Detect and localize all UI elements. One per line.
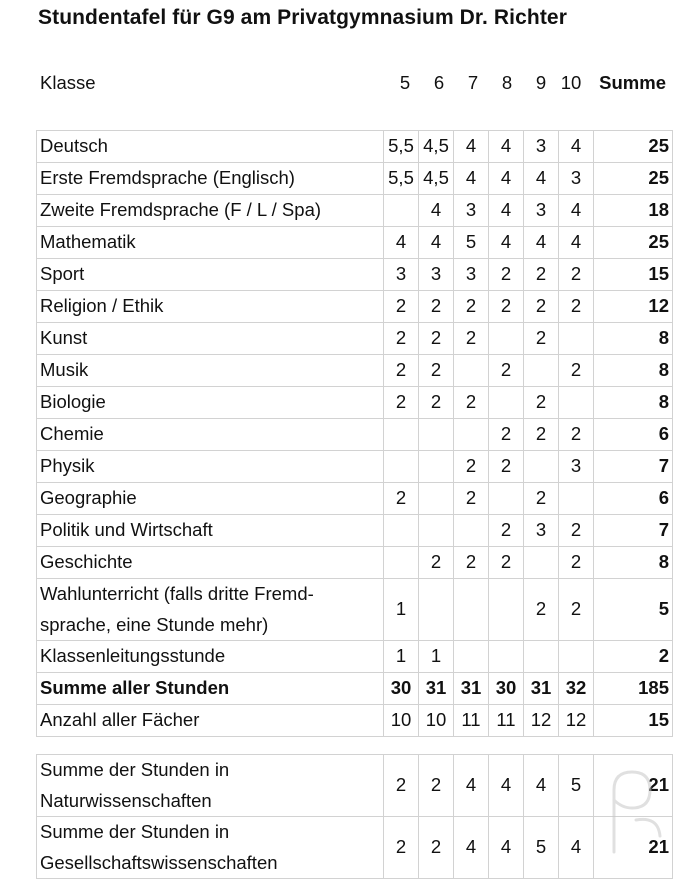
subject-cell: Summe der Stunden in Gesellschaftswissenschaften (37, 817, 384, 879)
hours-cell: 4 (454, 163, 489, 195)
hours-cell: 2 (489, 419, 524, 451)
sum-cell: 12 (594, 291, 673, 323)
hours-cell: 30 (489, 673, 524, 705)
hours-cell: 2 (524, 579, 559, 641)
hours-cell (454, 515, 489, 547)
sum-cell: 8 (594, 547, 673, 579)
table-row (37, 227, 673, 259)
header-sum: Summe (599, 72, 666, 93)
hours-cell: 2 (384, 817, 419, 879)
hours-cell: 3 (559, 451, 594, 483)
hours-cell (559, 483, 594, 515)
hours-cell: 3 (524, 195, 559, 227)
hours-cell: 4 (524, 755, 559, 817)
hours-cell (489, 483, 524, 515)
hours-cell: 4 (419, 195, 454, 227)
hours-cell: 2 (454, 547, 489, 579)
hours-cell: 2 (524, 291, 559, 323)
hours-cell (419, 515, 454, 547)
hours-cell: 4 (454, 817, 489, 879)
hours-cell: 2 (489, 355, 524, 387)
subject-cell: Summe der Stunden in Naturwissenschaften (37, 755, 384, 817)
hours-cell: 4 (384, 227, 419, 259)
subject-cell: Kunst (37, 323, 384, 355)
hours-cell: 4 (559, 195, 594, 227)
hours-cell: 5 (559, 755, 594, 817)
hours-cell: 2 (524, 387, 559, 419)
sum-cell: 2 (594, 641, 673, 673)
sum-cell: 21 (594, 817, 673, 879)
header-grade: 6 (433, 72, 445, 93)
hours-cell: 4 (454, 755, 489, 817)
table-row (37, 291, 673, 323)
hours-cell: 2 (384, 291, 419, 323)
hours-cell: 2 (454, 451, 489, 483)
subject-cell: Musik (37, 355, 384, 387)
hours-cell: 3 (454, 195, 489, 227)
subject-cell: Religion / Ethik (37, 291, 384, 323)
header-grade: 5 (399, 72, 411, 93)
hours-cell: 2 (489, 291, 524, 323)
sum-cell: 21 (594, 755, 673, 817)
hours-cell (384, 195, 419, 227)
subject-cell: Chemie (37, 419, 384, 451)
subject-cell: Zweite Fremdsprache (F / L / Spa) (37, 195, 384, 227)
hours-cell: 4 (524, 163, 559, 195)
sum-cell: 15 (594, 259, 673, 291)
hours-cell (419, 451, 454, 483)
subject-cell: Politik und Wirtschaft (37, 515, 384, 547)
hours-cell (454, 579, 489, 641)
sum-cell: 8 (594, 387, 673, 419)
table-row (37, 673, 673, 705)
table-row (37, 755, 673, 817)
hours-cell: 4 (559, 227, 594, 259)
hours-cell: 2 (524, 483, 559, 515)
hours-cell: 4 (489, 227, 524, 259)
subject-cell: Summe aller Stunden (37, 673, 384, 705)
hours-cell: 10 (384, 705, 419, 737)
hours-cell: 3 (559, 163, 594, 195)
hours-cell: 5 (524, 817, 559, 879)
hours-cell: 2 (524, 419, 559, 451)
hours-cell: 2 (419, 817, 454, 879)
subject-cell: Biologie (37, 387, 384, 419)
hours-cell: 4 (454, 131, 489, 163)
table-row (37, 355, 673, 387)
hours-cell (384, 451, 419, 483)
table-row (37, 641, 673, 673)
hours-cell: 2 (489, 259, 524, 291)
table-row (37, 195, 673, 227)
subject-cell: Physik (37, 451, 384, 483)
hours-cell (384, 419, 419, 451)
hours-cell: 31 (454, 673, 489, 705)
hours-cell: 2 (384, 355, 419, 387)
hours-cell (454, 641, 489, 673)
hours-cell: 4 (489, 163, 524, 195)
hours-cell (524, 355, 559, 387)
subject-cell: Erste Fremdsprache (Englisch) (37, 163, 384, 195)
table-row (37, 387, 673, 419)
table-row (37, 131, 673, 163)
hours-cell (489, 579, 524, 641)
hours-cell: 2 (419, 355, 454, 387)
subject-cell: Sport (37, 259, 384, 291)
sum-cell: 7 (594, 515, 673, 547)
table-row (37, 483, 673, 515)
hours-cell: 2 (559, 547, 594, 579)
timetable (36, 130, 673, 737)
hours-cell: 32 (559, 673, 594, 705)
logo-watermark-icon (600, 760, 670, 860)
hours-cell: 4 (419, 227, 454, 259)
hours-cell: 1 (384, 641, 419, 673)
hours-cell: 3 (524, 515, 559, 547)
hours-cell: 31 (419, 673, 454, 705)
hours-cell: 2 (559, 291, 594, 323)
table-row (37, 817, 673, 879)
subject-cell: Klassenleitungsstunde (37, 641, 384, 673)
hours-cell (524, 641, 559, 673)
hours-cell: 2 (489, 515, 524, 547)
header-grade: 9 (535, 72, 547, 93)
hours-cell: 3 (524, 131, 559, 163)
hours-cell: 4 (559, 131, 594, 163)
sum-cell: 25 (594, 163, 673, 195)
hours-cell: 5,5 (384, 131, 419, 163)
hours-cell (524, 451, 559, 483)
hours-cell: 4 (489, 817, 524, 879)
hours-cell: 3 (384, 259, 419, 291)
hours-cell: 5 (454, 227, 489, 259)
hours-cell: 2 (559, 355, 594, 387)
table-row (37, 705, 673, 737)
hours-cell: 2 (524, 259, 559, 291)
hours-cell: 11 (454, 705, 489, 737)
table-row (37, 515, 673, 547)
hours-cell: 2 (419, 291, 454, 323)
subject-cell: Deutsch (37, 131, 384, 163)
hours-cell: 2 (454, 291, 489, 323)
hours-cell: 4 (524, 227, 559, 259)
sum-cell: 25 (594, 131, 673, 163)
sum-cell: 15 (594, 705, 673, 737)
hours-cell: 2 (489, 451, 524, 483)
hours-cell: 3 (419, 259, 454, 291)
hours-cell: 5,5 (384, 163, 419, 195)
hours-cell (489, 387, 524, 419)
hours-cell (384, 515, 419, 547)
hours-cell: 2 (384, 483, 419, 515)
header-grade: 10 (560, 72, 582, 93)
subject-cell: Mathematik (37, 227, 384, 259)
hours-cell: 4,5 (419, 131, 454, 163)
hours-cell: 2 (384, 755, 419, 817)
hours-cell: 11 (489, 705, 524, 737)
hours-cell (384, 547, 419, 579)
table-row (37, 451, 673, 483)
sum-cell: 8 (594, 323, 673, 355)
hours-cell: 2 (454, 387, 489, 419)
sum-cell: 18 (594, 195, 673, 227)
hours-cell (559, 323, 594, 355)
hours-cell: 2 (559, 419, 594, 451)
subject-cell: Wahlunterricht (falls dritte Fremd-sprache, eine Stunde mehr) (37, 579, 384, 641)
hours-cell: 2 (419, 755, 454, 817)
header-grade: 8 (501, 72, 513, 93)
hours-cell: 2 (559, 515, 594, 547)
header-grade: 7 (467, 72, 479, 93)
hours-cell (559, 641, 594, 673)
sum-cell: 185 (594, 673, 673, 705)
hours-cell: 1 (419, 641, 454, 673)
subject-cell: Geschichte (37, 547, 384, 579)
hours-cell (419, 483, 454, 515)
hours-cell: 4 (559, 817, 594, 879)
hours-cell (489, 641, 524, 673)
table-row (37, 547, 673, 579)
hours-cell (524, 547, 559, 579)
hours-cell: 4 (489, 131, 524, 163)
sum-cell: 6 (594, 483, 673, 515)
hours-cell: 4 (489, 195, 524, 227)
table-row (37, 579, 673, 641)
hours-cell: 12 (559, 705, 594, 737)
table-row (37, 419, 673, 451)
hours-cell: 2 (419, 547, 454, 579)
hours-cell (419, 579, 454, 641)
hours-cell (454, 355, 489, 387)
hours-cell: 2 (524, 323, 559, 355)
hours-cell: 2 (454, 483, 489, 515)
hours-cell: 2 (454, 323, 489, 355)
subject-cell: Geographie (37, 483, 384, 515)
hours-cell: 2 (419, 323, 454, 355)
hours-cell: 12 (524, 705, 559, 737)
table-row (37, 259, 673, 291)
hours-cell (454, 419, 489, 451)
hours-cell: 30 (384, 673, 419, 705)
hours-cell (489, 323, 524, 355)
hours-cell: 1 (384, 579, 419, 641)
table-row (37, 323, 673, 355)
hours-cell: 10 (419, 705, 454, 737)
hours-cell: 4 (489, 755, 524, 817)
header-label: Klasse (40, 72, 96, 93)
hours-cell: 2 (384, 323, 419, 355)
table-row (37, 163, 673, 195)
subject-cell: Anzahl aller Fächer (37, 705, 384, 737)
sum-cell: 6 (594, 419, 673, 451)
sum-cell: 25 (594, 227, 673, 259)
hours-cell (559, 387, 594, 419)
hours-cell: 2 (559, 259, 594, 291)
hours-cell: 2 (489, 547, 524, 579)
table-header (36, 68, 670, 100)
hours-cell (419, 419, 454, 451)
hours-cell: 3 (454, 259, 489, 291)
hours-cell: 2 (384, 387, 419, 419)
hours-cell: 2 (419, 387, 454, 419)
hours-cell: 2 (559, 579, 594, 641)
summary-table (36, 754, 673, 879)
sum-cell: 8 (594, 355, 673, 387)
page-title: Stundentafel für G9 am Privatgymnasium Dr. Richter (38, 6, 567, 29)
sum-cell: 5 (594, 579, 673, 641)
hours-cell: 31 (524, 673, 559, 705)
hours-cell: 4,5 (419, 163, 454, 195)
sum-cell: 7 (594, 451, 673, 483)
